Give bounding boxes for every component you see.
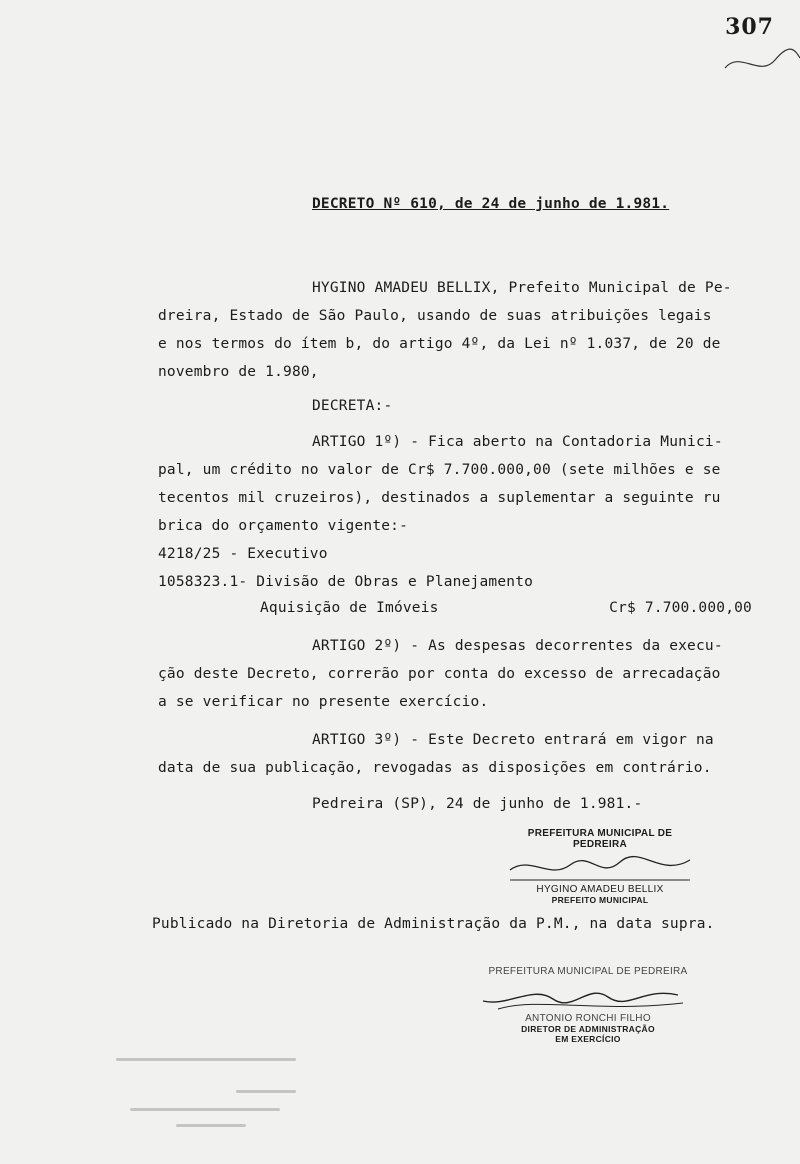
mayor-stamp-title: PREFEITO MUNICIPAL	[551, 895, 649, 905]
artigo1-line-3: tecentos mil cruzeiros), destinados a suplementar a seguinte ru	[158, 490, 721, 506]
artigo2-line-2: ção deste Decreto, correrão por conta do excesso de arrecadação	[158, 666, 721, 682]
director-signature	[478, 977, 698, 1013]
director-stamp-title: DIRETOR DE ADMINISTRAÇÃO	[521, 1024, 655, 1034]
mayor-stamp	[500, 828, 700, 905]
publication-note: Publicado na Diretoria de Administração da P.M., na data supra.	[152, 916, 715, 932]
page-number-flourish	[720, 40, 800, 80]
artigo3-line-2: data de sua publicação, revogadas as disposições em contrário.	[158, 760, 712, 776]
budget-code-divisao: 1058323.1- Divisão de Obras e Planejamento	[158, 574, 534, 590]
decree-title: DECRETO Nº 610, de 24 de junho de 1.981.	[312, 196, 670, 212]
director-stamp	[478, 966, 698, 1044]
preamble-line-3: e nos termos do ítem b, do artigo 4º, da Lei nº 1.037, de 20 de	[158, 336, 721, 352]
budget-amount: Cr$ 7.700.000,00	[609, 600, 752, 616]
decreta-label: DECRETA:-	[312, 398, 393, 414]
artigo1-line-2: pal, um crédito no valor de Cr$ 7.700.000,00 (sete milhões e se	[158, 462, 721, 478]
faded-mark	[176, 1124, 246, 1127]
artigo1-line-1: ARTIGO 1º) - Fica aberto na Contadoria Munici-	[312, 434, 723, 450]
preamble-line-1: HYGINO AMADEU BELLIX, Prefeito Municipal de Pe-	[312, 280, 732, 296]
budget-code-executivo: 4218/25 - Executivo	[158, 546, 328, 562]
artigo1-line-4: brica do orçamento vigente:-	[158, 518, 409, 534]
faded-mark	[116, 1058, 296, 1061]
mayor-stamp-header: PREFEITURA MUNICIPAL DE PEDREIRA	[527, 828, 673, 850]
artigo2-line-1: ARTIGO 2º) - As despesas decorrentes da execu-	[312, 638, 723, 654]
faded-mark	[236, 1090, 296, 1093]
mayor-signature	[500, 850, 700, 884]
faded-mark	[130, 1108, 280, 1111]
budget-item: Aquisição de Imóveis	[260, 600, 439, 616]
page-number: 307	[725, 14, 774, 40]
preamble-line-2: dreira, Estado de São Paulo, usando de suas atribuições legais	[158, 308, 712, 324]
mayor-stamp-name: HYGINO AMADEU BELLIX	[536, 884, 664, 895]
date-line: Pedreira (SP), 24 de junho de 1.981.-	[312, 796, 643, 812]
preamble-line-4: novembro de 1.980,	[158, 364, 319, 380]
director-stamp-subtitle: EM EXERCÍCIO	[555, 1034, 621, 1044]
director-stamp-name: ANTONIO RONCHI FILHO	[525, 1013, 651, 1024]
director-stamp-header: PREFEITURA MUNICIPAL DE PEDREIRA	[488, 966, 688, 977]
artigo2-line-3: a se verificar no presente exercício.	[158, 694, 489, 710]
artigo3-line-1: ARTIGO 3º) - Este Decreto entrará em vigor na	[312, 732, 714, 748]
